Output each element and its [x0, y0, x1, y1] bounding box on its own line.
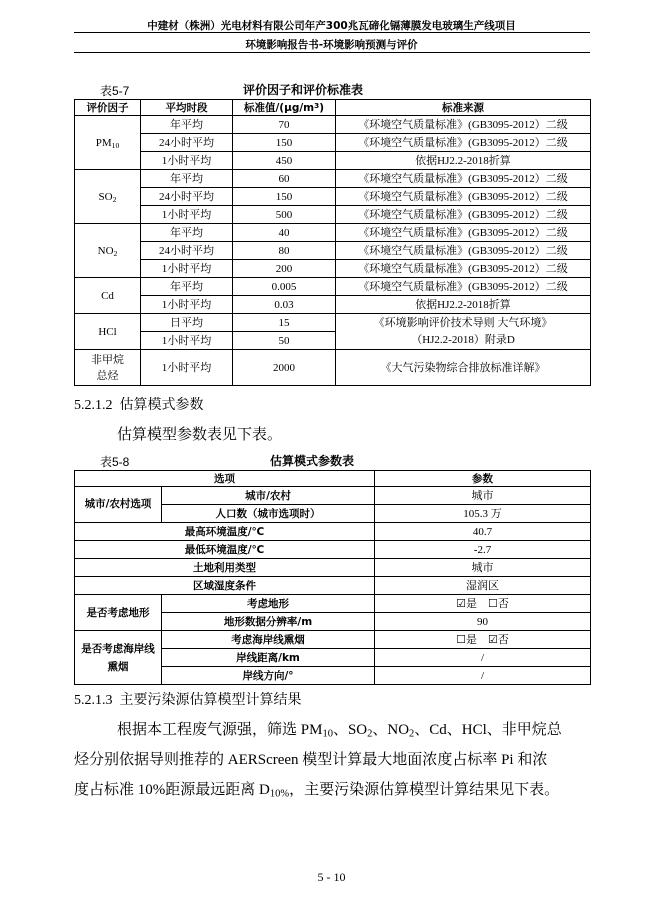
option-cell: 岸线方向/° — [162, 667, 375, 685]
table2-caption-number: 表5-8 — [100, 455, 130, 469]
paragraph-line: 度占标准 10%距源最远距离 $D_{10\%}$，主要污染源估算模型计算结果见下表。 — [74, 782, 560, 800]
section-heading-5213 — [74, 689, 302, 709]
table-row — [75, 134, 591, 152]
table-row — [75, 541, 591, 559]
factor-cell — [75, 350, 141, 386]
option-cell: 人口数（城市选项时） — [162, 505, 375, 523]
estimation-parameters-table — [74, 470, 591, 685]
section-heading-5212 — [74, 394, 204, 414]
value-cell: 40 — [233, 224, 336, 242]
paragraph-line: 根据本工程废气源强，筛选 $PM_{10}$、$SO_2$、$NO_2$、Cd、HCl、非甲烷总 — [117, 722, 562, 740]
value-cell: 0.005 — [233, 278, 336, 296]
value-cell: 0.03 — [233, 296, 336, 314]
group-cell — [75, 487, 162, 523]
period-cell: 1小时平均 — [141, 260, 233, 278]
value-cell: 50 — [233, 332, 336, 350]
header-divider — [74, 52, 590, 53]
column-header: 标准值$/(\mu g/m^3)$ — [233, 100, 336, 116]
source-cell: 《大气污染物综合排放标准详解》 — [336, 350, 591, 386]
table-row — [75, 350, 591, 386]
source-line: 《环境影响评价技术导则 大气环境》 — [373, 316, 553, 329]
value-cell: 500 — [233, 206, 336, 224]
factor-cell: Cd — [75, 278, 141, 314]
option-cell: 城市/农村 — [162, 487, 375, 505]
table-row — [75, 242, 591, 260]
option-cell: 土地利用类型 — [75, 559, 375, 577]
factor-cell: HCl — [75, 314, 141, 350]
column-header: 评价因子 — [75, 100, 141, 116]
table-row — [75, 595, 591, 613]
shore-yes-checkbox: ☐是 — [456, 633, 477, 646]
value-cell: 150 — [233, 188, 336, 206]
value-cell: 60 — [233, 170, 336, 188]
option-cell: 最低环境温度/℃ — [75, 541, 375, 559]
period-cell: 年平均 — [141, 224, 233, 242]
param-cell: / — [375, 649, 591, 667]
param-cell: / — [375, 667, 591, 685]
table-row — [75, 631, 591, 649]
period-cell: 1小时平均 — [141, 332, 233, 350]
param-cell: 湿润区 — [375, 577, 591, 595]
value-cell: 80 — [233, 242, 336, 260]
group-text: 城市/农村选项 — [84, 498, 152, 510]
option-cell: 考虑地形 — [162, 595, 375, 613]
source-cell: 依据HJ2.2-2018折算 — [336, 152, 591, 170]
param-cell: -2.7 — [375, 541, 591, 559]
value-cell: 15 — [233, 314, 336, 332]
param-cell — [375, 595, 591, 613]
factor-cell: $SO_2$ — [75, 170, 141, 224]
column-header: 选项 — [75, 471, 375, 487]
paragraph-line: 烃分别依据导则推荐的 AERScreen 模型计算最大地面浓度占标率 Pi 和浓 — [74, 752, 548, 768]
source-cell: 依据HJ2.2-2018折算 — [336, 296, 591, 314]
table-row — [75, 170, 591, 188]
table-row — [75, 314, 591, 332]
period-cell: 1小时平均 — [141, 152, 233, 170]
source-cell: 《环境空气质量标准》(GB3095-2012）二级 — [336, 188, 591, 206]
period-cell: 24小时平均 — [141, 242, 233, 260]
header-chapter-title: 环境影响报告书-环境影响预测与评价 — [245, 39, 418, 51]
period-cell: 年平均 — [141, 116, 233, 134]
param-cell: 105.3 万 — [375, 505, 591, 523]
terrain-yes-checkbox: ☑是 — [456, 597, 477, 610]
table1-caption-number: 表5-7 — [100, 84, 130, 98]
table-row — [75, 278, 591, 296]
value-cell: 2000 — [233, 350, 336, 386]
param-cell — [375, 631, 591, 649]
period-cell: 24小时平均 — [141, 134, 233, 152]
header-divider — [74, 32, 590, 33]
table-row — [75, 188, 591, 206]
table-row — [75, 260, 591, 278]
source-cell: 《环境空气质量标准》(GB3095-2012）二级 — [336, 260, 591, 278]
column-header: 平均时段 — [141, 100, 233, 116]
period-cell: 年平均 — [141, 278, 233, 296]
value-cell: 70 — [233, 116, 336, 134]
source-cell — [336, 314, 591, 350]
column-header: 参数 — [375, 471, 591, 487]
table-row — [75, 206, 591, 224]
table2-caption-title: 估算模式参数表 — [270, 454, 355, 468]
option-cell: 考虑海岸线熏烟 — [162, 631, 375, 649]
param-cell: 城市 — [375, 559, 591, 577]
table-header-row — [75, 100, 591, 116]
table-row — [75, 577, 591, 595]
table1-caption-title: 评价因子和评价标准表 — [243, 83, 364, 97]
option-cell: 地形数据分辨率/m — [162, 613, 375, 631]
table-row — [75, 224, 591, 242]
table-header-row — [75, 471, 591, 487]
table-row — [75, 296, 591, 314]
source-cell: 《环境空气质量标准》(GB3095-2012）二级 — [336, 278, 591, 296]
factor-cell: $NO_2$ — [75, 224, 141, 278]
shore-no-checkbox: ☑否 — [488, 633, 509, 646]
param-cell: 90 — [375, 613, 591, 631]
source-cell: 《环境空气质量标准》(GB3095-2012）二级 — [336, 224, 591, 242]
group-text: 是否考虑海岸线熏烟 — [81, 642, 155, 673]
table-row — [75, 116, 591, 134]
period-cell: 1小时平均 — [141, 350, 233, 386]
evaluation-standard-table — [74, 99, 591, 386]
column-header: 标准来源 — [336, 100, 591, 116]
factor-text: 非甲烷总烃 — [91, 353, 124, 382]
table-row — [75, 487, 591, 505]
group-cell — [75, 631, 162, 685]
source-cell: 《环境空气质量标准》(GB3095-2012）二级 — [336, 206, 591, 224]
section-number: 5.2.1.2 — [74, 398, 113, 413]
factor-cell: $PM_{10}$ — [75, 116, 141, 170]
option-cell: 区域湿度条件 — [75, 577, 375, 595]
table-row — [75, 152, 591, 170]
param-cell: 40.7 — [375, 523, 591, 541]
source-line: （HJ2.2-2018）附录D — [411, 333, 515, 346]
section-number: 5.2.1.3 — [74, 693, 113, 708]
period-cell: 1小时平均 — [141, 206, 233, 224]
table-row — [75, 523, 591, 541]
period-cell: 24小时平均 — [141, 188, 233, 206]
source-cell: 《环境空气质量标准》(GB3095-2012）二级 — [336, 242, 591, 260]
period-cell: 日平均 — [141, 314, 233, 332]
value-cell: 450 — [233, 152, 336, 170]
param-cell: 城市 — [375, 487, 591, 505]
paragraph: 估算模型参数表见下表。 — [117, 427, 283, 443]
value-cell: 150 — [233, 134, 336, 152]
terrain-no-checkbox: ☐否 — [488, 597, 509, 610]
option-cell: 最高环境温度/℃ — [75, 523, 375, 541]
header-project-title: 中建材（株洲）光电材料有限公司年产300兆瓦碲化镉薄膜发电玻璃生产线项目 — [147, 20, 516, 32]
period-cell: 年平均 — [141, 170, 233, 188]
source-cell: 《环境空气质量标准》(GB3095-2012）二级 — [336, 134, 591, 152]
table-row — [75, 559, 591, 577]
period-cell: 1小时平均 — [141, 296, 233, 314]
section-title: 主要污染源估算模型计算结果 — [119, 693, 302, 708]
section-title: 估算模式参数 — [119, 398, 204, 413]
source-cell: 《环境空气质量标准》(GB3095-2012）二级 — [336, 116, 591, 134]
page-number: 5 - 10 — [317, 870, 346, 884]
value-cell: 200 — [233, 260, 336, 278]
group-cell: 是否考虑地形 — [75, 595, 162, 631]
source-cell: 《环境空气质量标准》(GB3095-2012）二级 — [336, 170, 591, 188]
option-cell: 岸线距离/km — [162, 649, 375, 667]
